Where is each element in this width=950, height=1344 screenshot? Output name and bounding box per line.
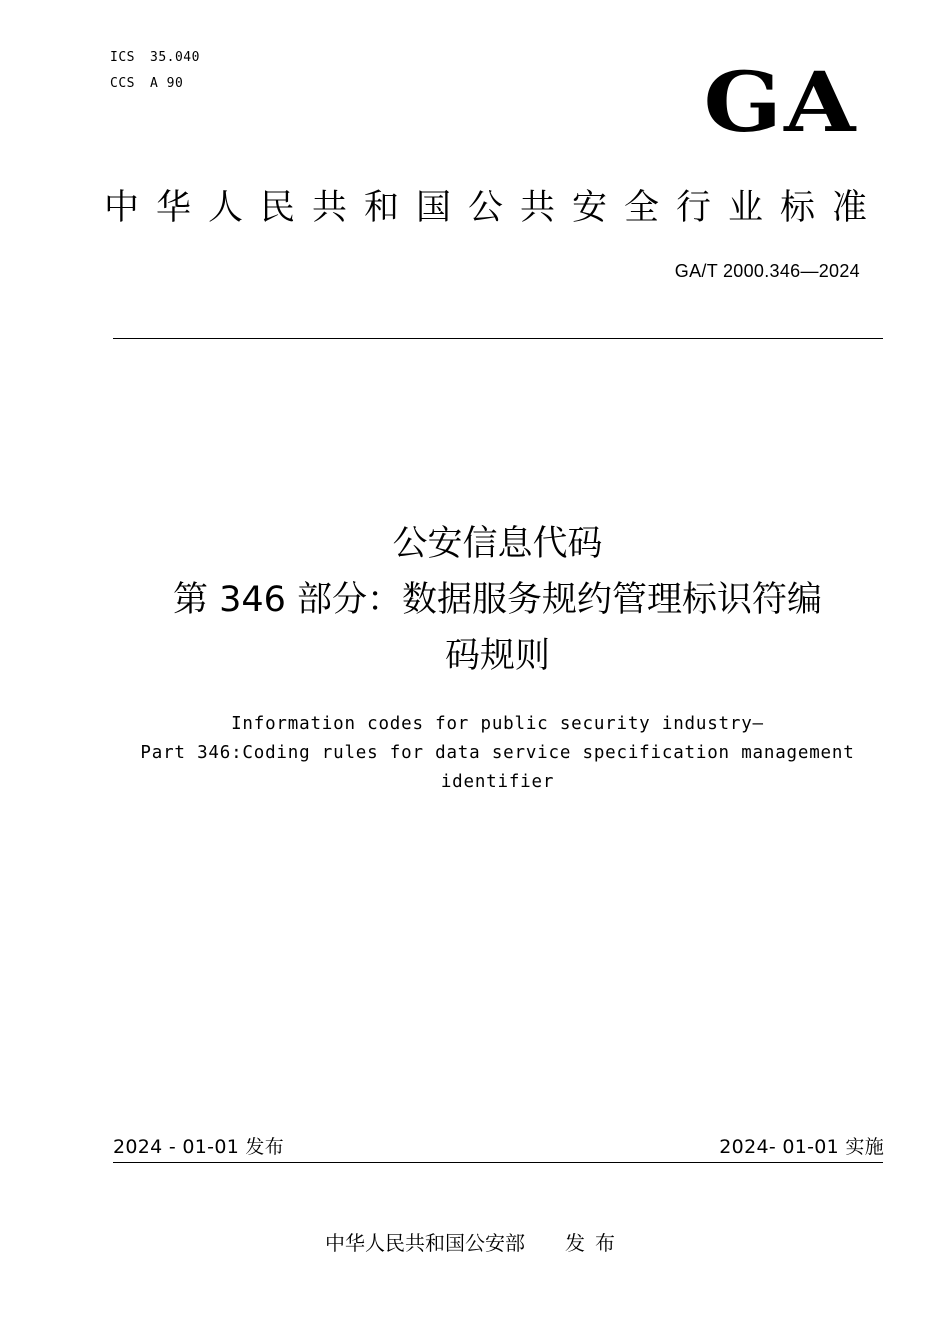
- ccs-label: CCS: [110, 76, 135, 91]
- bottom-divider: [113, 1162, 883, 1163]
- ccs-value: A 90: [150, 76, 184, 91]
- chinese-title: [60, 516, 935, 684]
- english-title-line-3: identifier: [440, 772, 555, 792]
- chinese-title-line-3: 码规则: [444, 636, 550, 676]
- ics-line: [110, 50, 200, 65]
- issue-date: 2024 - 01-01 发布: [113, 1136, 285, 1158]
- ics-value: 35.040: [150, 50, 200, 65]
- english-title: [60, 710, 935, 797]
- issuer-action: 发布: [565, 1231, 625, 1255]
- issuer-org: 中华人民共和国公安部: [325, 1231, 525, 1255]
- standard-title: 中华人民共和国公共安全行业标准: [104, 188, 885, 228]
- issuer-line: [0, 1227, 950, 1256]
- ccs-line: [110, 76, 183, 91]
- ga-logo: GA: [703, 55, 858, 151]
- standard-number: GA/T 2000.346—2024: [674, 261, 860, 281]
- english-title-line-1: Information codes for public security industry—: [231, 714, 764, 734]
- english-title-line-2: Part 346:Coding rules for data service specification management: [140, 743, 855, 763]
- chinese-title-line-1: 公安信息代码: [392, 524, 603, 564]
- implementation-date: 2024- 01-01 实施: [719, 1136, 884, 1158]
- ics-label: ICS: [110, 50, 135, 65]
- chinese-title-line-2: 第 346 部分：数据服务规约管理标识符编: [172, 580, 823, 620]
- top-divider: [113, 338, 883, 339]
